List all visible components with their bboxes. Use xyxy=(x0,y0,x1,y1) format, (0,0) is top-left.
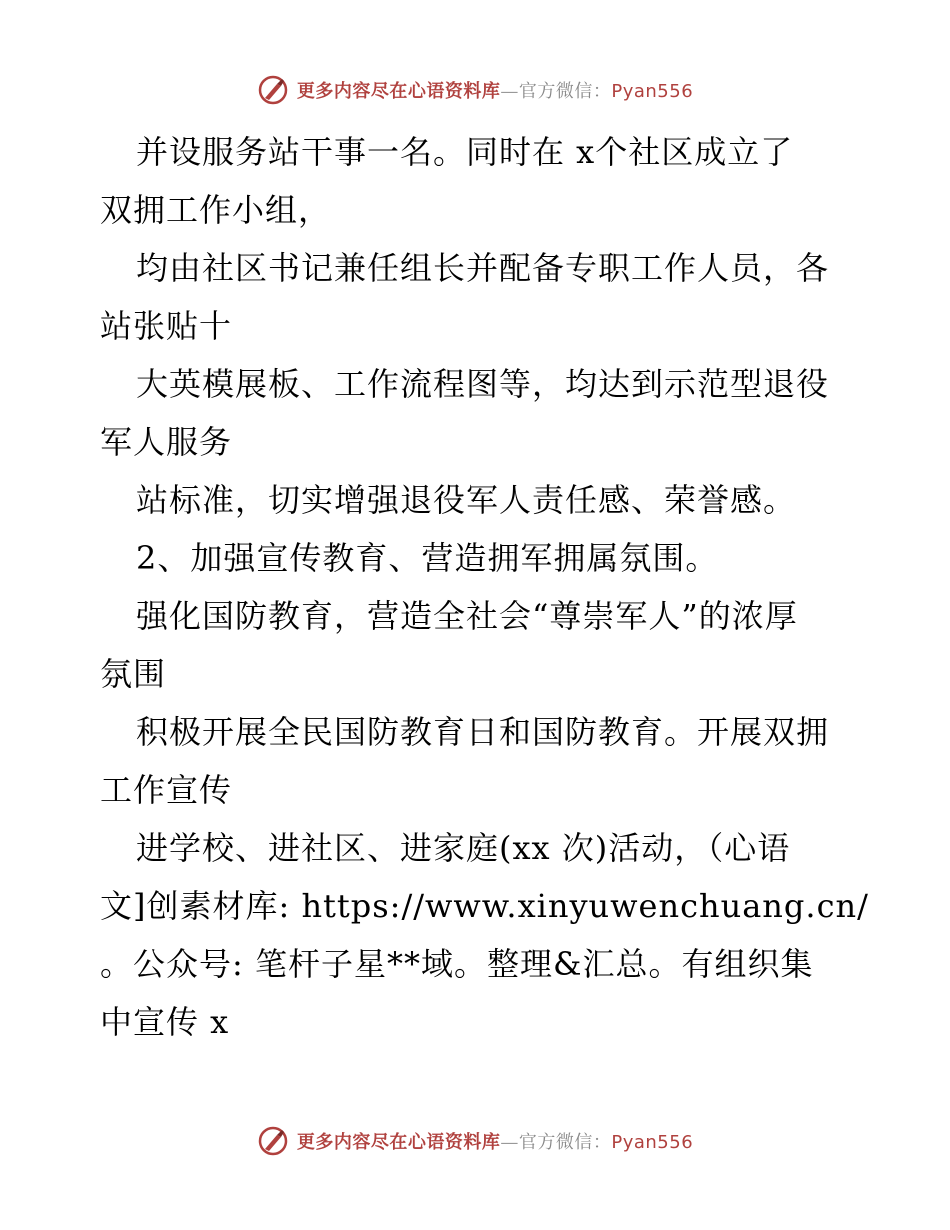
body-line: 站张贴十 xyxy=(100,307,233,345)
body-line: 站标准，切实增强退役军人责任感、荣誉感。 xyxy=(136,481,797,519)
body-line: 双拥工作小组， xyxy=(100,191,332,229)
pen-logo-icon xyxy=(257,1125,289,1157)
watermark-wechat-id: Pyan556 xyxy=(611,1132,694,1153)
body-line: 氛围 xyxy=(100,655,167,693)
watermark-dash: — xyxy=(500,81,519,102)
watermark-official-label: 官方微信： xyxy=(518,1132,612,1153)
body-line: 强化国防教育，营造全社会“尊崇军人”的浓厚 xyxy=(136,597,798,635)
body-line: 工作宣传 xyxy=(100,771,233,809)
body-line: 大英模展板、工作流程图等，均达到示范型退役 xyxy=(136,365,830,403)
document-body xyxy=(100,123,869,1051)
watermark-site: 更多内容尽在心语资料库 xyxy=(296,81,501,102)
watermark-wechat-id: Pyan556 xyxy=(611,81,694,102)
body-line: 2、加强宣传教育、营造拥军拥属氛围。 xyxy=(136,539,719,577)
body-line: 军人服务 xyxy=(100,423,233,461)
body-line: 均由社区书记兼任组长并配备专职工作人员，各 xyxy=(136,249,830,287)
watermark-site: 更多内容尽在心语资料库 xyxy=(296,1132,501,1153)
header-watermark xyxy=(0,70,950,110)
watermark-official-label: 官方微信： xyxy=(518,81,612,102)
watermark-text xyxy=(297,1128,693,1154)
watermark-text xyxy=(297,77,693,103)
body-line: 文]创素材库: https://www.xinyuwenchuang.cn/ xyxy=(100,887,869,925)
body-line: 并设服务站干事一名。同时在 x个社区成立了 xyxy=(136,133,794,171)
body-line: 进学校、进社区、进家庭(xx 次)活动，（心语 xyxy=(136,829,791,867)
body-line: 。公众号: 笔杆子星**域。整理&汇总。有组织集 xyxy=(100,945,814,983)
watermark-dash: — xyxy=(500,1132,519,1153)
pen-logo-icon xyxy=(257,74,289,106)
footer-watermark xyxy=(0,1121,950,1161)
body-line: 中宣传 x xyxy=(100,1003,230,1041)
body-line: 积极开展全民国防教育日和国防教育。开展双拥 xyxy=(136,713,830,751)
